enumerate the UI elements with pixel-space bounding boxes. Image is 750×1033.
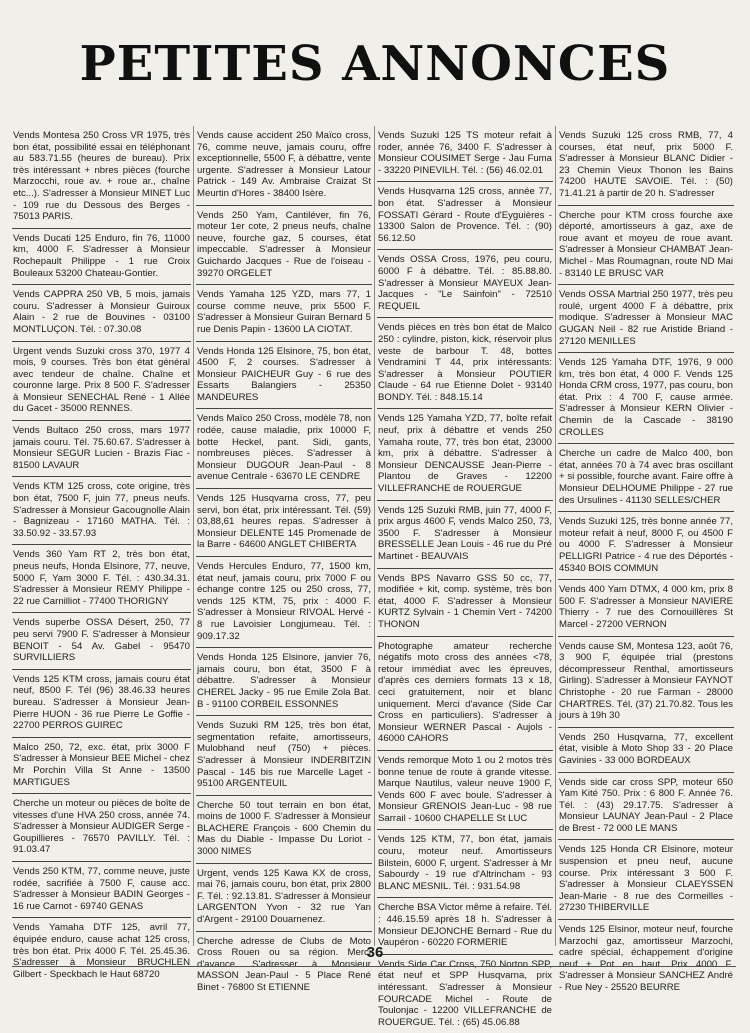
- classified-ad: Vends Suzuki 125 cross RMB, 77, 4 courses, état neuf, prix 5000 F. S'adresser à Monsieur BLANC Didier - 23 Chemin Vieux Thonon les Bains 74200 HAUTE SAVOIE. Tél. : (50) 71.41.21 à partir de 20 h. S'adresser: [558, 126, 734, 206]
- classified-ad: Vends cause accident 250 Maïco cross, 76, comme neuve, jamais couru, offre exceptionnelle, 5500 F, à débattre, vente urgente. S'adresser à Monsieur Latour Patrick - 149 Av. Ambraise Craizat St Meurtin d'Hores - 38400 Isère.: [196, 126, 372, 206]
- classified-ad: Cherche 50 tout terrain en bon état, moins de 1000 F. S'adresser à Monsieur BLACHERE François - 600 Chemin du Mas du Diable - Impasse Du Loriot - 3000 NIMES: [196, 796, 372, 864]
- classified-ad: Vends 125 Yamaha DTF, 1976, 9 000 km, très bon état, 4 000 F. Vends 125 Honda CRM cross, 1977, pas couru, bon état. Prix : 4 700 F, cause armée. S'adresser à Monsieur KERN Olivier - Chemin de la Cascade - 38190 CROLLES: [558, 353, 734, 444]
- classified-ad: Vends 125 KTM, 77, bon état, jamais couru, moteur neuf. Amortisseurs Bilstein, 6000 F, urgent. S'adresser à Mr Sabourdy - 19 rue d'Altrincham - 93 BLANC MESNIL. Tél. : 931.54.98: [377, 830, 553, 898]
- classified-ad: Cherche un moteur ou pièces de boîte de vitesses d'une HVA 250 cross, année 74. S'adresser à Monsieur AUDIGER Serge - Goupillieres - 76570 PAVILLY. Tél. : 91.03.47: [12, 794, 191, 862]
- classified-ad: Vends Hercules Enduro, 77, 1500 km, état neuf, jamais couru, prix 7000 F ou échange contre 125 ou 250 cross, 77, vends 125 KTM, 75, prix : 4000 F. S'adresser à Monsieur RIVOAL Hervé - 8 rue Lavoisier Longjumeau. Tél. : 909.17.32: [196, 557, 372, 648]
- classified-ad: Vends Suzuki 125, très bonne année 77, moteur refait à neuf, 8000 F, ou 4500 F ou 4000 F. S'adresser à Monsieur PELLIGRI Patrice - 4 rue des Déportés - 45340 BOIS COMMUN: [558, 512, 734, 580]
- classified-ad: Vends 125 Suzuki RMB, juin 77, 4000 F, prix argus 4600 F, vends Malco 250, 73, 3500 F. S'adresser à Monsieur BRESSELLE Jean Louis - 46 rue du Pré Martinet - BEAUVAIS: [377, 501, 553, 569]
- classified-columns: [12, 126, 736, 1028]
- column-2: [193, 126, 374, 993]
- classified-ad: Cherche un cadre de Malco 400, bon état, années 70 à 74 avec bras oscillant + si possible, fourche avant. Faire offre à Monsieur DELHOUME Philippe - 27 rue des Ursulines - 41130 SELLES/CHER: [558, 444, 734, 512]
- classified-ad: Cherche BSA Victor même à refaire. Tél. : 446.15.59 après 18 h. S'adresser à Monsieur DEJONCHE Bernard - Rue du Vaupéron - 60220 FORMERIE: [377, 898, 553, 954]
- classified-ad: Vends OSSA Cross, 1976, peu couru, 6000 F à débattre. Tél. : 85.88.80. S'adresser à Monsieur MAYEUX Jean-Jacques - "Le Sainfoin" - 72510 REQUEIL: [377, 250, 553, 318]
- classified-ad: Vends cause SM, Montesa 123, août 76, 3 900 F, équipée trial (prestons décompresseur Renthal, amortisseurs Girling). S'adresser à Monsieur FAYNOT Christophe - 20 rue Farman - 28000 CHARTRES. Tél. (37) 21.70.82. Tous les jours à 19h 30: [558, 637, 734, 728]
- classified-ad: Vends KTM 125 cross, cote origine, très bon état, 7500 F, juin 77, pneus neufs. S'adresser à Monsieur Gacougnolle Alain - Bagnizeau - 17160 MATHA. Tél. : 33.50.92 - 33.57.93: [12, 477, 191, 545]
- classified-ad: Vends 250 Husqvarna, 77, excellent état, visible à Moto Shop 33 - 20 Place Gavinies - 33 000 BORDEAUX: [558, 728, 734, 773]
- classified-ad: Vends pièces en très bon état de Malco 250 : cylindre, piston, kick, réservoir plus veste de barbour T. 48, bottes Vendramini T 44, prix intéressants: S'adresser à Monsieur POUTIER Claude - 64 rue Etienne Dolet - 93140 BONDY. Tél. : 848.15.14: [377, 318, 553, 409]
- classified-ad: Vends 250 KTM, 77, comme neuve, juste rodée, sacrifiée à 7500 F, cause acc. S'adresser à Monsieur BADIN Georges - 16 rue Carnot - 69740 GENAS: [12, 862, 191, 918]
- classified-ad: Vends Maïco 250 Cross, modèle 78, non rodée, cause maladie, prix 10000 F, botte Heckel, pant. Sidi, gants, nombreuses pièces. S'adresser à Monsieur DUGOUR Jean-Paul - 8 avenue Centrale - 63670 LE CENDRE: [196, 409, 372, 489]
- page-number: 36: [366, 944, 384, 961]
- classified-ad: Vends Honda 125 Elsinore, 75, bon état, 4500 F, 2 courses. S'adresser à Monsieur PAICHEUR Guy - 6 rue des Essarts Balangiers - 25350 MANDEURES: [196, 342, 372, 410]
- classified-ad: Vends remorque Moto 1 ou 2 motos très bonne tenue de route à grande vitesse. Marque Nautilus, valeur neuve 1900 F, Vends 600 F avec boule. S'adresser à Monsieur GRENOIS Jean-Luc - 98 rue Sarrail - 10600 CHAPELLE St LUC: [377, 751, 553, 831]
- classified-ad: Vends Suzuki 125 TS moteur refait à roder, année 76, 3400 F. S'adresser à Monsieur COUSIMET Serge - Jau Fuma - 33220 PINEVILH. Tél. : (56) 46.02.01: [377, 126, 553, 182]
- classified-ad: Malco 250, 72, exc. état, prix 3000 F S'adresser à Monsieur BEE Michel - chez Mr Porchin Villa St Anne - 13500 MARTIGUES: [12, 738, 191, 794]
- classified-ad: Cherche pour KTM cross fourche axe déporté, amortisseurs à gaz, axe de roue avant et moyeu de roue avant. S'adresser à Monsieur CHAMBAT Jean-Michel - Mas Roumagnan, route ND Mai - 83140 LE BRUSC VAR: [558, 206, 734, 286]
- classified-ad: Vends BPS Navarro GSS 50 cc, 77, modifiée + kit, comp. système, très bon état, 4000 F. S'adresser à Monsieur KURTZ Sylvain - 1 Chemin Vert - 74200 THONON: [377, 569, 553, 637]
- classified-ad: Vends OSSA Martrial 250 1977, très peu roulé, urgent 4000 F à débattre, prix modique. S'adresser à Monsieur MAC GUGAN Neil - 82 rue Aristide Briand - 27120 MENILLES: [558, 285, 734, 353]
- classified-ad: Vends 360 Yam RT 2, très bon état, pneus neufs, Honda Elsinore, 77, neuve, 5000 F, Yam 3000 F. Tél. : 430.34.31. S'adresser à Monsieur REMY Philippe - 22 rue Carnilliot - 77400 THORIGNY: [12, 545, 191, 613]
- classified-ad: Vends superbe OSSA Désert, 250, 77 peu servi 7900 F. S'adresser à Monsieur BENOIT - 54 Av. Gabel - 95470 SURVILLIERS: [12, 613, 191, 669]
- classified-ad: Photographe amateur recherche négatifs moto cross des années <78, retour immédiat avec les épreuves, d'après ces derniers formats 13 x 18, ceci gratuitement, noir et blanc uniquement. Merci d'avance (Side Car Cross en particuliers). S'adresser à Monsieur WERNER Pascal - Aujols - 46000 CAHORS: [377, 637, 553, 751]
- classified-ad: Vends side car cross SPP, moteur 650 Yam Kité 750. Prix : 6 800 F. Année 76. Tél. : (43) 29.17.75. S'adresser à Monsieur LAUNAY Jean-Paul - 2 Place de Brest - 72 000 LE MANS: [558, 773, 734, 841]
- classified-ad: Vends Bultaco 250 cross, mars 1977 jamais couru. Tél. 75.60.67. S'adresser à Monsieur SEGUR Lucien - Brazis Fiac - 81500 LAVAUR: [12, 421, 191, 477]
- classified-ad: Vends 125 Husqvarna cross, 77, peu servi, bon état, prix intéressant. Tél. (59) 03,88,61 heures repas. S'adresser à Monsieur DELENTE 145 Promenade de la Barre - 64600 ANGLET CHIBERTA: [196, 489, 372, 557]
- classified-ad: Vends Husqvarna 125 cross, année 77, bon état. S'adresser à Monsieur FOSSATI Gérard - Route d'Eyguières - 13300 Salon de Provence. Tél. : (90) 56.12.50: [377, 182, 553, 250]
- classified-ad: Vends 125 Honda CR Elsinore, moteur suspension et pneu neuf, aucune course. Prix intéressant 3 500 F. S'adresser à Monsieur CLAEYSSEN Jean-Marie - 8 rue des Cormeilles - 27230 THIBERVILLE: [558, 840, 734, 920]
- classified-ad: Urgent, vends 125 Kawa KX de cross, mai 76, jamais couru, bon état, prix 2800 F. Tél. : 92.13.81. S'adresser à Monsieur LARGENTON Yvon - 32 rue Yan d'Argent - 29100 Douarnenez.: [196, 864, 372, 932]
- classified-ad: Vends Suzuki RM 125, très bon état, segmentation refaite, amortisseurs, Mulobhand neuf (750) + pièces. S'adresser à Monsieur INDERBITZIN Pascal - 145 bis rue Marcelle Laget - 95100 ARGENTEUIL: [196, 716, 372, 796]
- classified-ad: Vends 125 KTM cross, jamais couru état neuf, 8500 F. Tél (96) 38.46.33 heures bureau. S'adresser à Monsieur Jean-Pierre HUON - 36 rue Pierre Le Goffie - 22700 PERROS GUIREC: [12, 670, 191, 738]
- classified-ad: Vends Side Car Cross, 750 Norton SPP, état neuf et SPP Husqvarna, prix intéressant. S'adresser à Monsieur FOURCADE Michel - Route de Toulonjac - 12200 VILLEFRANCHE de ROUERGUE. Tél. : (65) 45.06.88: [378, 958, 552, 1028]
- classified-ad: Vends CAPPRA 250 VB, 5 mois, jamais couru. S'adresser à Monsieur Guiroux Alain - 2 rue de Bouvines - 03100 MONTLUÇON. Tél. : 07.30.08: [12, 285, 191, 341]
- classified-ad: Vends 125 Elsinor, moteur neuf, fourche Marzochi gaz, amortisseur Marzochi, cadre spécial, échappement d'origine neuf + Pot en haut. Prix 4000 F. S'adresser à Monsieur SANCHEZ André - Rue Ney - 25520 BEURRE: [559, 924, 733, 993]
- classified-ad: Cherche adresse de Clubs de Moto Cross Rouen ou sa région. Merci d'avance. S'adresser à Monsieur MASSON Jean-Paul - 5 Place René Binet - 76800 St ETIENNE: [197, 935, 371, 993]
- classified-ad: Vends Honda 125 Elsinore, janvier 76, jamais couru, bon état, 3500 F à débattre. S'adresser à Monsieur CHEREL Jacky - 95 rue Emile Zola Bat. B - 91100 CORBEIL ESSONNES: [196, 648, 372, 716]
- column-1: [12, 126, 193, 980]
- classified-ad: Vends Yamaha 125 YZD, mars 77, 1 course comme neuve, prix 5500 F. S'adresser à Monsieur Guiran Bernard 5 rue Denis Papin - 13600 LA CIOTAT.: [196, 285, 372, 341]
- column-4: [555, 126, 736, 993]
- bottom-rule: [12, 966, 736, 967]
- classified-ad: Vends Yamaha DTF 125, avril 77, équipée enduro, cause achat 125 cross, très bon état. Prix 4000 F. Tél. 25.45.36. S'adresser à Monsieur BRUCHLEN Gilbert - Speckbach le Haut 68720: [13, 922, 190, 980]
- classified-ad: Vends 400 Yam DTMX, 4 000 km, prix 8 500 F. S'adresser à Monsieur NAVIERE Thierry - 7 rue des Cornouillères St Marcel - 27200 VERNON: [558, 580, 734, 636]
- classified-ad: Vends 125 Yamaha YZD, 77, boîte refait neuf, prix à débattre et vends 250 Yamaha route, 77, très bon état, 23000 km, prix à débattre. S'adresser à Monsieur DENCAUSSE Jean-Pierre - Plantou de Graves - 12200 VILLEFRANCHE de ROUERGUE: [377, 409, 553, 500]
- classified-ad: Urgent vends Suzuki cross 370, 1977 4 mois, 9 courses. Très bon état général avec tendeur de chaîne. Chaîne et couronne large. Prix 8 500 F. S'adresser à Monsieur SENECHAL René - 1 Allée du Gacet - 35000 RENNES.: [12, 342, 191, 422]
- classified-ad: Vends 250 Yam, Cantiléver, fin 76, moteur 1er cote, 2 pneus neufs, chaîne neuve, fourche gaz, 5 courses, état impeccable. S'adresser à Monsieur Guichardo Jacques - Rue de l'oiseau - 39270 ORGELET: [196, 206, 372, 286]
- page-title: PETITES ANNONCES: [79, 36, 671, 92]
- classified-ad: Vends Ducati 125 Enduro, fin 76, 11000 km, 4000 F. S'adresser à Monsieur Rochepault Philippe - 1 rue Croix Bouleaux 53200 Chateau-Gontier.: [12, 229, 191, 285]
- classified-ad: Vends Montesa 250 Cross VR 1975, très bon état, possibilité essai en téléphonant au 583.71.55 (heures de bureau). Prix très intéressant + nbres pièces (fourche Marzocchi, roue av. + roue ar., chaîne etc...). S'adresser à Monsieur MINET Luc - 109 rue du Dessous des Berges - 75013 PARIS.: [12, 126, 191, 229]
